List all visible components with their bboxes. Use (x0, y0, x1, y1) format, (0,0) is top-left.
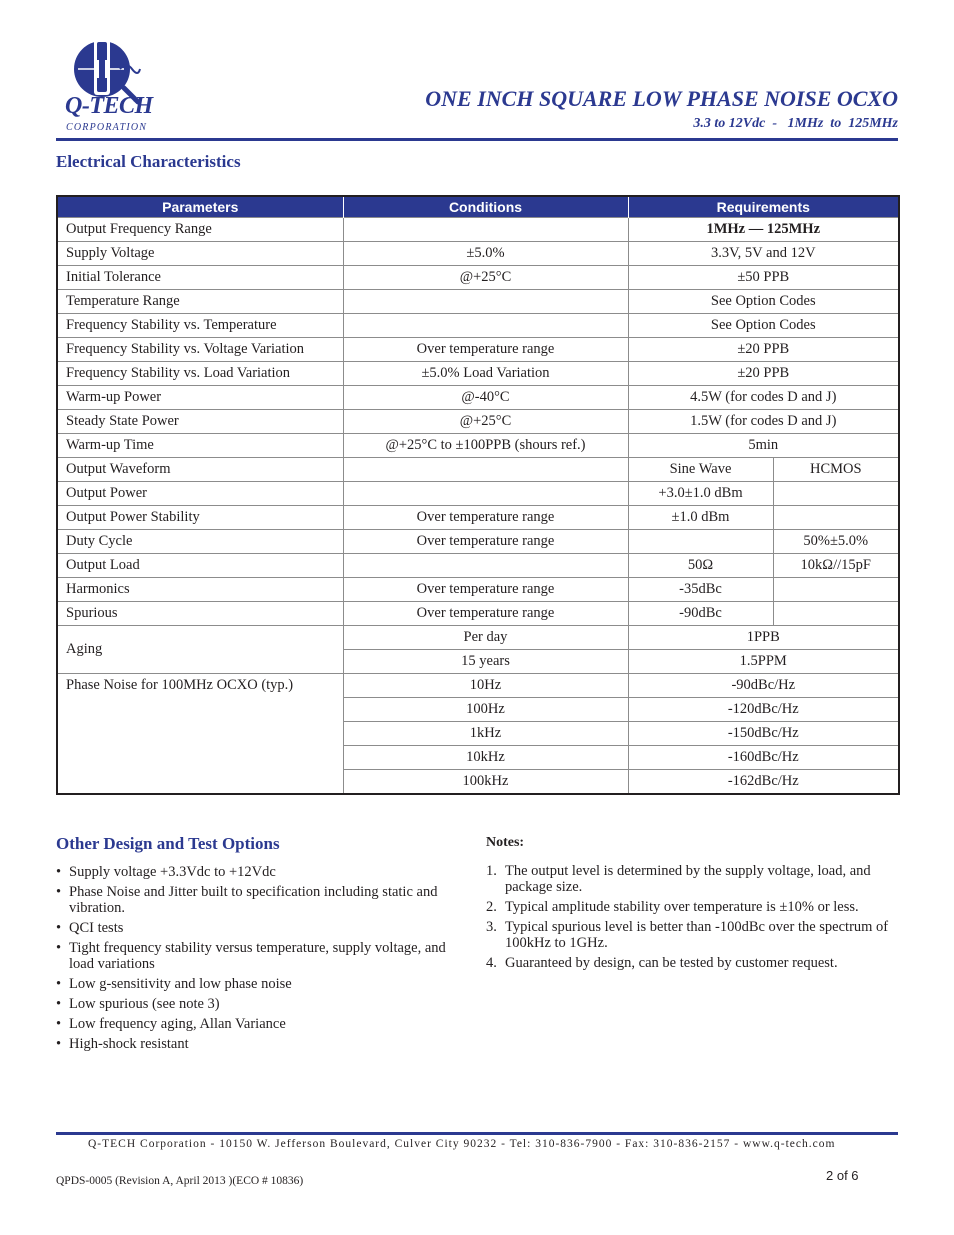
hcmos-requirement-cell: HCMOS (773, 458, 899, 482)
param-cell: Steady State Power (57, 410, 343, 434)
bullet-icon: • (56, 864, 62, 880)
table-row (57, 410, 899, 434)
condition-cell: 10Hz (343, 674, 628, 698)
list-item: • QCI tests (56, 920, 124, 936)
logo-name: Q-TECH (65, 93, 153, 119)
param-cell: Output Power (57, 482, 343, 506)
table-row (57, 362, 899, 386)
hcmos-requirement-cell (773, 482, 899, 506)
requirement-cell: 1PPB (628, 626, 899, 650)
param-cell: Spurious (57, 602, 343, 626)
condition-cell: 1kHz (343, 722, 628, 746)
condition-cell: Per day (343, 626, 628, 650)
requirement-cell: See Option Codes (628, 290, 899, 314)
page-number: 2 of 6 (826, 1168, 859, 1183)
hcmos-requirement-cell (773, 506, 899, 530)
param-cell: Warm-up Power (57, 386, 343, 410)
requirement-cell: ±20 PPB (628, 362, 899, 386)
footer-divider (56, 1132, 898, 1135)
param-cell: Warm-up Time (57, 434, 343, 458)
param-cell: Output Waveform (57, 458, 343, 482)
list-item: • Low g-sensitivity and low phase noise (56, 976, 292, 992)
requirement-cell: -90dBc/Hz (628, 674, 899, 698)
table-row (57, 386, 899, 410)
condition-cell: Over temperature range (343, 602, 628, 626)
condition-cell: Over temperature range (343, 506, 628, 530)
list-item: • Tight frequency stability versus temperature, supply voltage, and load variations (56, 940, 446, 972)
sine-requirement-cell: 50Ω (628, 554, 773, 578)
options-heading: Other Design and Test Options (56, 834, 280, 853)
param-cell: Output Frequency Range (57, 218, 343, 242)
condition-cell (343, 314, 628, 338)
condition-cell: Over temperature range (343, 530, 628, 554)
condition-cell: ±5.0% Load Variation (343, 362, 628, 386)
param-cell: Supply Voltage (57, 242, 343, 266)
param-cell: Aging (57, 626, 343, 674)
table-row (57, 602, 899, 626)
condition-cell: Over temperature range (343, 578, 628, 602)
bullet-icon: • (56, 920, 62, 936)
electrical-heading: Electrical Characteristics (56, 152, 241, 171)
hcmos-requirement-cell (773, 578, 899, 602)
hcmos-requirement-cell: 10kΩ//15pF (773, 554, 899, 578)
document-subtitle: 3.3 to 12Vdc - 1MHz to 125MHz (693, 116, 898, 131)
notes-heading: Notes: (486, 835, 525, 850)
footer-address: Q-TECH Corporation - 10150 W. Jefferson Boulevard, Culver City 90232 - Tel: 310-836-7900 - Fax: 310-836-2157 - www.q-tech.com (88, 1138, 836, 1150)
condition-cell: @+25°C (343, 410, 628, 434)
list-item: • Low spurious (see note 3) (56, 996, 220, 1012)
list-item: • High-shock resistant (56, 1036, 189, 1052)
bullet-icon: • (56, 884, 62, 900)
param-cell: Phase Noise for 100MHz OCXO (typ.) (57, 674, 343, 795)
condition-cell: 10kHz (343, 746, 628, 770)
condition-cell: @+25°C to ±100PPB (shours ref.) (343, 434, 628, 458)
table-row (57, 218, 899, 242)
list-item: 3. Typical spurious level is better than -100dBc over the spectrum of 100kHz to 1GHz. (486, 919, 889, 951)
table-row (57, 554, 899, 578)
list-item: • Phase Noise and Jitter built to specification including static and vibration. (56, 884, 438, 916)
requirement-cell: -120dBc/Hz (628, 698, 899, 722)
sine-requirement-cell: Sine Wave (628, 458, 773, 482)
table-row (57, 578, 899, 602)
bullet-icon: • (56, 976, 62, 992)
requirement-cell: -160dBc/Hz (628, 746, 899, 770)
list-item: • Low frequency aging, Allan Variance (56, 1016, 286, 1032)
requirement-cell: ±50 PPB (628, 266, 899, 290)
company-logo (60, 36, 160, 138)
condition-cell: ±5.0% (343, 242, 628, 266)
requirement-cell: -150dBc/Hz (628, 722, 899, 746)
table-row (57, 458, 899, 482)
table-row (57, 338, 899, 362)
bullet-icon: • (56, 940, 62, 956)
param-cell: Output Load (57, 554, 343, 578)
condition-cell (343, 482, 628, 506)
electrical-characteristics-table (56, 195, 900, 795)
list-item: • Supply voltage +3.3Vdc to +12Vdc (56, 864, 276, 880)
condition-cell (343, 458, 628, 482)
sine-requirement-cell: -35dBc (628, 578, 773, 602)
requirement-cell: 4.5W (for codes D and J) (628, 386, 899, 410)
requirement-cell: -162dBc/Hz (628, 770, 899, 795)
requirement-cell: See Option Codes (628, 314, 899, 338)
bullet-icon: • (56, 1036, 62, 1052)
condition-cell: 15 years (343, 650, 628, 674)
column-header-requirements: Requirements (628, 196, 899, 218)
options-list (56, 864, 456, 1056)
table-row (57, 314, 899, 338)
condition-cell: @+25°C (343, 266, 628, 290)
table-row (57, 482, 899, 506)
param-cell: Duty Cycle (57, 530, 343, 554)
condition-cell (343, 554, 628, 578)
requirement-cell: 1.5W (for codes D and J) (628, 410, 899, 434)
requirement-cell: 1MHz — 125MHz (628, 218, 899, 242)
table-row (57, 626, 899, 650)
param-cell: Frequency Stability vs. Voltage Variation (57, 338, 343, 362)
notes-list (486, 863, 891, 975)
table-row (57, 242, 899, 266)
header-divider (56, 138, 898, 141)
table-row (57, 506, 899, 530)
bullet-icon: • (56, 996, 62, 1012)
document-revision: QPDS-0005 (Revision A, April 2013 )(ECO # 10836) (56, 1175, 304, 1187)
column-header-conditions: Conditions (343, 196, 628, 218)
hcmos-requirement-cell: 50%±5.0% (773, 530, 899, 554)
requirement-cell: 1.5PPM (628, 650, 899, 674)
table-row (57, 674, 899, 698)
requirement-cell: 3.3V, 5V and 12V (628, 242, 899, 266)
table-row (57, 266, 899, 290)
param-cell: Output Power Stability (57, 506, 343, 530)
param-cell: Temperature Range (57, 290, 343, 314)
list-item: 4. Guaranteed by design, can be tested by customer request. (486, 955, 838, 971)
condition-cell: 100Hz (343, 698, 628, 722)
param-cell: Frequency Stability vs. Temperature (57, 314, 343, 338)
sine-requirement-cell: -90dBc (628, 602, 773, 626)
param-cell: Frequency Stability vs. Load Variation (57, 362, 343, 386)
requirement-cell: 5min (628, 434, 899, 458)
condition-cell: Over temperature range (343, 338, 628, 362)
table-row (57, 290, 899, 314)
condition-cell: @-40°C (343, 386, 628, 410)
document-title: ONE INCH SQUARE LOW PHASE NOISE OCXO (425, 86, 898, 111)
condition-cell (343, 218, 628, 242)
column-header-parameters: Parameters (57, 196, 343, 218)
param-cell: Initial Tolerance (57, 266, 343, 290)
list-item: 2. Typical amplitude stability over temperature is ±10% or less. (486, 899, 859, 915)
sine-requirement-cell: +3.0±1.0 dBm (628, 482, 773, 506)
table-row (57, 530, 899, 554)
list-item: 1. The output level is determined by the supply voltage, load, and package size. (486, 863, 871, 895)
sine-requirement-cell (628, 530, 773, 554)
hcmos-requirement-cell (773, 602, 899, 626)
bullet-icon: • (56, 1016, 62, 1032)
condition-cell (343, 290, 628, 314)
table-row (57, 434, 899, 458)
param-cell: Harmonics (57, 578, 343, 602)
table-header-row (57, 196, 899, 218)
logo-corporation: CORPORATION (66, 122, 148, 133)
requirement-cell: ±20 PPB (628, 338, 899, 362)
sine-requirement-cell: ±1.0 dBm (628, 506, 773, 530)
condition-cell: 100kHz (343, 770, 628, 795)
